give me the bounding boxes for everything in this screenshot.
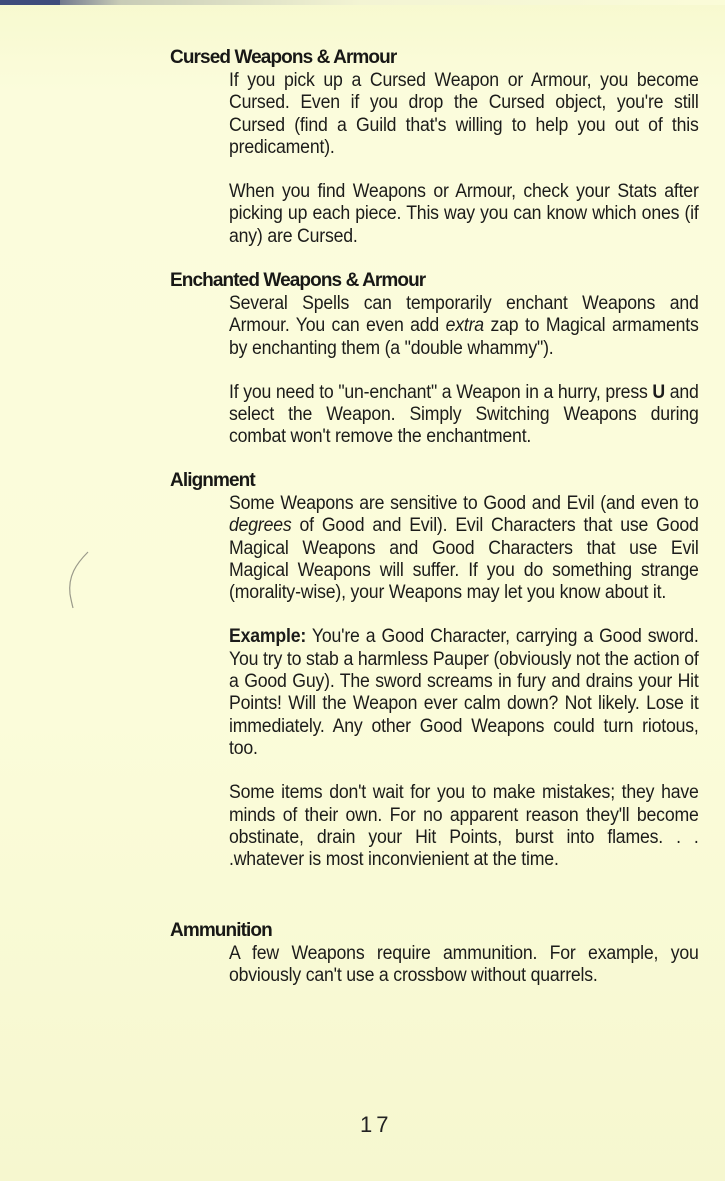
section-cursed-weapons xyxy=(170,47,700,248)
paragraph xyxy=(229,293,699,360)
text-run: You're a Good Character, carrying a Good sword. You try to stab a harmless Pauper (obviously not the action of a Good Guy). The sword screams in fury and drains your Hit Points! Will the Weapon ever calm down? Not likely. Lose it immediately. Any other Good Weapons could turn riotous, too. xyxy=(229,626,699,759)
paragraph: Some items don't wait for you to make mistakes; they have minds of their own. For no apparent reason they'll become obstinate, drain your Hit Points, burst into flames. . . .whatever is most inconvienient at the time. xyxy=(229,782,699,871)
section-alignment xyxy=(170,470,700,871)
section-ammunition xyxy=(170,920,700,988)
emphasis-text: degrees xyxy=(229,515,292,537)
page-number: 17 xyxy=(360,1112,393,1137)
key-letter: U xyxy=(652,381,665,403)
section-heading: Enchanted Weapons & Armour xyxy=(170,270,426,291)
margin-pencil-mark xyxy=(58,550,98,610)
example-paragraph xyxy=(229,626,699,760)
section-enchanted-weapons xyxy=(170,270,700,449)
emphasis-text: extra xyxy=(445,315,484,337)
text-run: zap to Magical armaments by enchanting them (a "double whammy"). xyxy=(229,315,699,359)
example-label: Example: xyxy=(229,626,307,648)
section-heading: Cursed Weapons & Armour xyxy=(170,47,397,68)
text-run: of Good and Evil). Evil Characters that use Good Magical Weapons and Good Characters that use Evil Magical Weapons will suffer. If you do something strange (morality-wise), your Weapons may let you know about it. xyxy=(229,515,699,604)
section-heading: Alignment xyxy=(170,470,255,491)
text-run: Several Spells can temporarily enchant Weapons and Armour. You can even add xyxy=(229,293,699,337)
paragraph xyxy=(229,382,699,449)
paragraph: A few Weapons require ammunition. For example, you obviously can't use a crossbow without quarrels. xyxy=(229,943,699,987)
text-run: and select the Weapon. Simply Switching Weapons during combat won't remove the enchantment. xyxy=(229,381,699,448)
section-heading: Ammunition xyxy=(170,920,272,941)
paragraph: If you pick up a Cursed Weapon or Armour, you become Cursed. Even if you drop the Cursed object, you're still Cursed (find a Guild that's willing to help you out of this predicament). xyxy=(229,70,699,158)
paragraph xyxy=(229,493,699,604)
page-top-edge xyxy=(0,0,725,5)
text-run: If you need to "un-enchant" a Weapon in a hurry, press xyxy=(229,381,653,403)
text-run: Some Weapons are sensitive to Good and Evil (and even to xyxy=(229,493,699,514)
paragraph: When you find Weapons or Armour, check your Stats after picking up each piece. This way you can know which ones (if any) are Cursed. xyxy=(229,181,699,247)
